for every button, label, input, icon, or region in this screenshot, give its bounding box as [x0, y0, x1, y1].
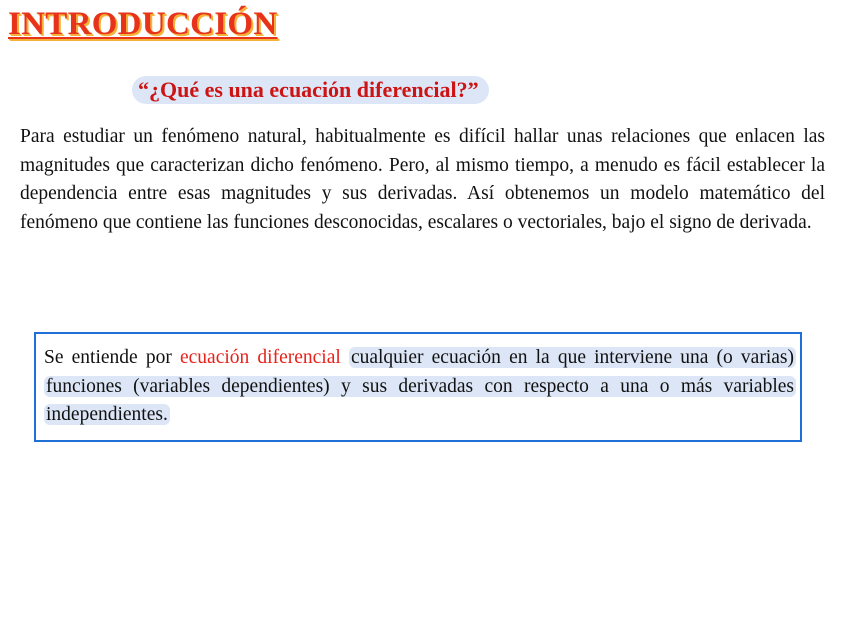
definition-box: [34, 332, 802, 442]
definition-text: [44, 344, 796, 430]
question-heading: “¿Qué es una ecuación diferencial?”: [132, 76, 489, 104]
definition-term: ecuación diferencial: [179, 347, 341, 368]
definition-prefix: Se entiende por: [44, 347, 180, 368]
definition-highlight: cualquier ecuación en la que interviene una (o varias) funciones (variables dependientes) y sus derivadas con respecto a una o más variables independientes.: [46, 347, 794, 425]
intro-paragraph: Para estudiar un fenómeno natural, habitualmente es difícil hallar unas relaciones que enlacen las magnitudes que caracterizan dicho fenómeno. Pero, al mismo tiempo, a menudo es fácil establecer la dependencia entre esas magnitudes y sus derivadas. Así obtenemos un modelo matemático del fenómeno que contiene las funciones desconocidas, escalares o vectoriales, bajo el signo de derivada.: [20, 126, 825, 233]
page-title: INTRODUCCIÓN: [8, 6, 278, 42]
